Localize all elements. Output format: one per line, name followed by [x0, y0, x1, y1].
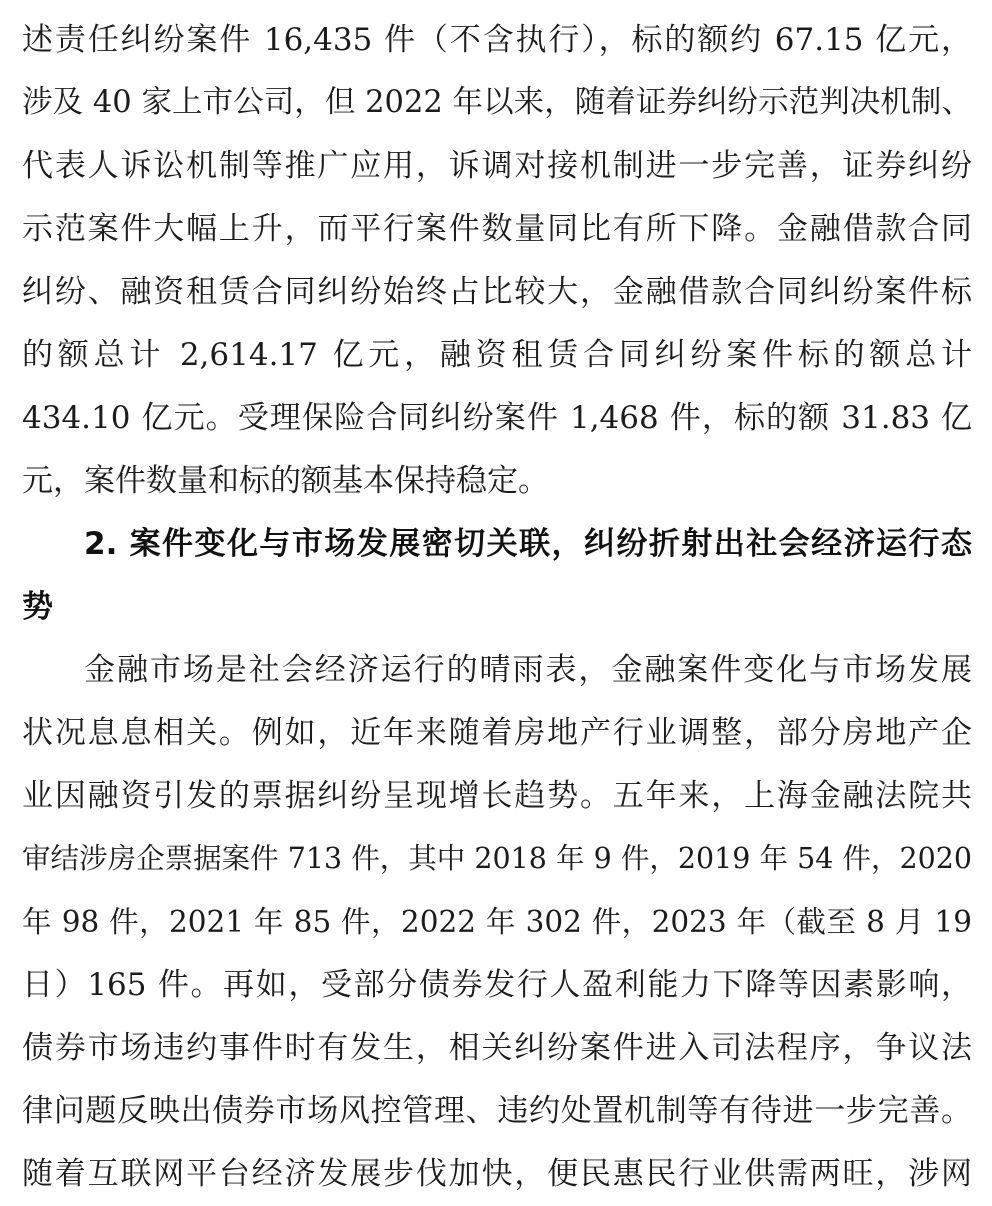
paragraph-1-line-7: 434.10 亿元。受理保险合同纠纷案件 1,468 件，标的额 31.83 亿 [22, 400, 972, 436]
paragraph-1-line-2: 涉及 40 家上市公司，但 2022 年以来，随着证券纠纷示范判决机制、 [22, 85, 972, 120]
paragraph-1-line-5: 纠纷、融资租赁合同纠纷始终占比较大，金融借款合同纠纷案件标 [22, 274, 972, 310]
paragraph-1-line-6: 的额总计 2,614.17 亿元，融资租赁合同纠纷案件标的额总计 [22, 337, 972, 373]
paragraph-1-line-4: 示范案件大幅上升，而平行案件数量同比有所下降。金融借款合同 [22, 211, 972, 247]
paragraph-2-line-3: 业因融资引发的票据纠纷呈现增长趋势。五年来，上海金融法院共 [22, 778, 972, 814]
paragraph-2-line-9: 随着互联网平台经济发展步伐加快，便民惠民行业供需两旺，涉网 [22, 1156, 972, 1192]
paragraph-1-line-3: 代表人诉讼机制等推广应用，诉调对接机制进一步完善，证券纠纷 [22, 148, 972, 184]
paragraph-2-line-6: 日）165 件。再如，受部分债券发行人盈利能力下降等因素影响， [22, 967, 972, 1003]
section-heading-line-1: 2. 案件变化与市场发展密切关联，纠纷折射出社会经济运行态 [84, 526, 972, 562]
paragraph-2-line-4: 审结涉房企票据案件 713 件，其中 2018 年 9 件，2019 年 54 件，2020 [22, 842, 972, 875]
paragraph-2-line-1: 金融市场是社会经济运行的晴雨表，金融案件变化与市场发展 [84, 652, 972, 688]
paragraph-2-line-7: 债券市场违约事件时有发生，相关纠纷案件进入司法程序，争议法 [22, 1030, 972, 1066]
paragraph-1-line-1: 述责任纠纷案件 16,435 件（不含执行），标的额约 67.15 亿元， [22, 22, 972, 58]
paragraph-2-line-5: 年 98 件，2021 年 85 件，2022 年 302 件，2023 年（截至 8 月 19 [22, 905, 972, 939]
section-heading-line-2: 势 [22, 589, 53, 625]
paragraph-2-line-8: 律问题反映出债券市场风控管理、违约处置机制等有待进一步完善。 [22, 1093, 972, 1129]
paragraph-2-line-2: 状况息息相关。例如，近年来随着房地产行业调整，部分房地产企 [22, 715, 972, 751]
paragraph-1-line-8: 元，案件数量和标的额基本保持稳定。 [22, 463, 549, 499]
